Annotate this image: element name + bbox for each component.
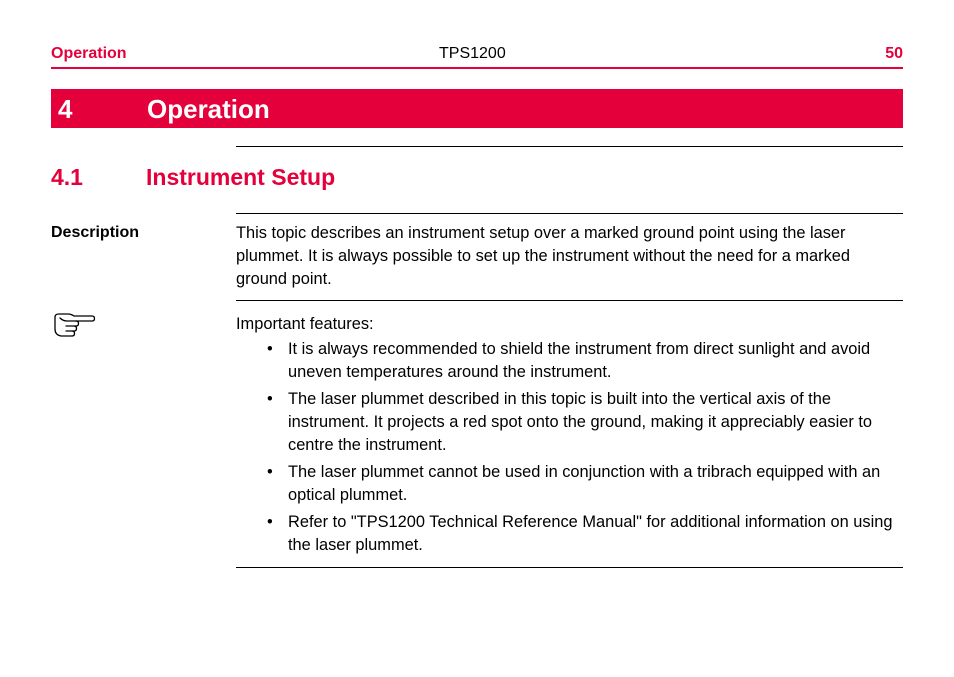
- list-item-text: It is always recommended to shield the instrument from direct sunlight and avoid uneven temperatures around the instrument.: [288, 340, 871, 381]
- section-top-rule: [236, 146, 903, 147]
- note-top-rule: [236, 300, 903, 301]
- header-product-name: TPS1200: [439, 45, 506, 62]
- section-title: Instrument Setup: [146, 164, 336, 190]
- note-bottom-rule: [236, 567, 903, 568]
- list-item: [236, 511, 903, 557]
- list-item-text: The laser plummet cannot be used in conjunction with a tribrach equipped with an optical plummet.: [288, 463, 881, 504]
- chapter-number: 4: [58, 94, 73, 124]
- list-item: [236, 461, 903, 507]
- section-number: 4.1: [51, 164, 83, 190]
- bullet-marker: •: [267, 390, 273, 408]
- bullet-marker: •: [267, 340, 273, 358]
- description-label: Description: [51, 224, 140, 241]
- note-intro: Important features:: [236, 315, 374, 333]
- description-top-rule: [236, 213, 903, 214]
- chapter-title: Operation: [147, 94, 270, 124]
- list-item-text: Refer to "TPS1200 Technical Reference Manual" for additional information on using the laser plummet.: [288, 513, 893, 554]
- header-page-number: 50: [885, 45, 903, 62]
- list-item-text: The laser plummet described in this topic is built into the vertical axis of the instrument. It projects a red spot onto the ground, making it appreciably easier to centre the instrument.: [288, 390, 873, 454]
- bullet-marker: •: [267, 513, 273, 531]
- page-header: [51, 45, 903, 69]
- list-item: [236, 388, 903, 457]
- header-section-name: Operation: [51, 45, 127, 62]
- bullet-marker: •: [267, 463, 273, 481]
- description-text: This topic describes an instrument setup over a marked ground point using the laser plummet. It is always possible to set up the instrument without the need for a marked ground point.: [236, 224, 851, 288]
- chapter-heading-bar: [51, 89, 903, 128]
- list-item: [236, 338, 903, 384]
- feature-list: [236, 338, 903, 561]
- pointing-hand-icon: [52, 312, 96, 338]
